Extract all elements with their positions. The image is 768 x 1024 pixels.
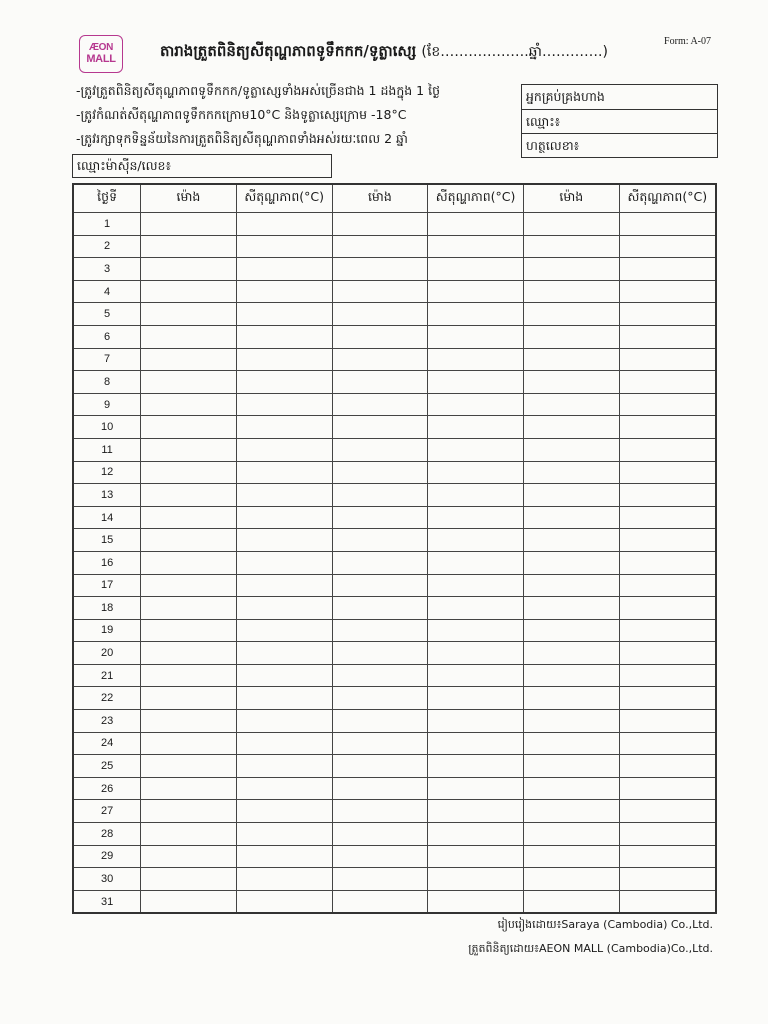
time-2-cell[interactable] bbox=[332, 619, 428, 642]
temp-3-cell[interactable] bbox=[619, 823, 716, 846]
table-row bbox=[73, 574, 716, 597]
day-number: 19 bbox=[73, 619, 141, 642]
table-row bbox=[73, 235, 716, 258]
time-3-cell[interactable] bbox=[524, 574, 620, 597]
time-2-cell[interactable] bbox=[332, 280, 428, 303]
manager-signature-field[interactable]: ហត្ថលេខា៖ bbox=[526, 138, 580, 153]
table-row bbox=[73, 664, 716, 687]
temp-1-cell[interactable] bbox=[236, 868, 332, 891]
day-number: 5 bbox=[73, 303, 141, 326]
day-number: 2 bbox=[73, 235, 141, 258]
table-row bbox=[73, 777, 716, 800]
time-1-cell[interactable] bbox=[141, 574, 237, 597]
table-row bbox=[73, 823, 716, 846]
time-2-cell[interactable] bbox=[332, 642, 428, 665]
temp-1-cell[interactable] bbox=[236, 280, 332, 303]
day-number: 3 bbox=[73, 258, 141, 281]
temp-1-cell[interactable] bbox=[236, 890, 332, 913]
day-number: 13 bbox=[73, 484, 141, 507]
time-1-cell[interactable] bbox=[141, 823, 237, 846]
manager-title: អ្នកគ្រប់គ្រងហាង bbox=[522, 85, 717, 110]
time-1-cell[interactable] bbox=[141, 303, 237, 326]
time-2-cell[interactable] bbox=[332, 371, 428, 394]
temp-1-cell[interactable] bbox=[236, 755, 332, 778]
time-1-cell[interactable] bbox=[141, 845, 237, 868]
temp-1-cell[interactable] bbox=[236, 597, 332, 620]
time-2-cell[interactable] bbox=[332, 416, 428, 439]
temp-2-cell[interactable] bbox=[428, 280, 524, 303]
temp-1-cell[interactable] bbox=[236, 461, 332, 484]
temperature-log-table bbox=[72, 183, 717, 914]
time-2-cell[interactable] bbox=[332, 732, 428, 755]
day-number: 12 bbox=[73, 461, 141, 484]
table-row bbox=[73, 755, 716, 778]
time-3-cell[interactable] bbox=[524, 687, 620, 710]
temp-3-cell[interactable] bbox=[619, 416, 716, 439]
time-2-cell[interactable] bbox=[332, 710, 428, 733]
temp-3-cell[interactable] bbox=[619, 213, 716, 236]
table-row bbox=[73, 325, 716, 348]
temp-3-cell[interactable] bbox=[619, 438, 716, 461]
temp-3-cell[interactable] bbox=[619, 484, 716, 507]
table-row bbox=[73, 416, 716, 439]
temp-3-cell[interactable] bbox=[619, 235, 716, 258]
instruction-3: -ត្រូវរក្សាទុកទិន្នន័យនៃការត្រួតពិនិត្យសីតុណ្ហភាពទាំងអស់រយៈពេល 2 ឆ្នាំ bbox=[76, 131, 408, 146]
time-1-cell[interactable] bbox=[141, 755, 237, 778]
temp-3-cell[interactable] bbox=[619, 551, 716, 574]
temp-3-cell[interactable] bbox=[619, 258, 716, 281]
temp-2-cell[interactable] bbox=[428, 597, 524, 620]
table-row bbox=[73, 484, 716, 507]
time-1-cell[interactable] bbox=[141, 868, 237, 891]
day-number: 18 bbox=[73, 597, 141, 620]
temp-2-cell[interactable] bbox=[428, 213, 524, 236]
day-number: 1 bbox=[73, 213, 141, 236]
time-1-cell[interactable] bbox=[141, 597, 237, 620]
temp-3-cell[interactable] bbox=[619, 868, 716, 891]
time-3-cell[interactable] bbox=[524, 325, 620, 348]
temp-3-cell[interactable] bbox=[619, 845, 716, 868]
time-3-cell[interactable] bbox=[524, 213, 620, 236]
time-1-cell[interactable] bbox=[141, 506, 237, 529]
temp-2-cell[interactable] bbox=[428, 642, 524, 665]
table-header-row bbox=[73, 184, 716, 213]
temp-1-cell[interactable] bbox=[236, 213, 332, 236]
time-1-cell[interactable] bbox=[141, 551, 237, 574]
temp-1-cell[interactable] bbox=[236, 393, 332, 416]
temp-1-cell[interactable] bbox=[236, 777, 332, 800]
time-1-cell[interactable] bbox=[141, 280, 237, 303]
header-temp-2: សីតុណ្ហភាព(°C) bbox=[428, 184, 524, 213]
time-3-cell[interactable] bbox=[524, 280, 620, 303]
day-number: 27 bbox=[73, 800, 141, 823]
time-1-cell[interactable] bbox=[141, 619, 237, 642]
time-3-cell[interactable] bbox=[524, 371, 620, 394]
temp-2-cell[interactable] bbox=[428, 800, 524, 823]
time-1-cell[interactable] bbox=[141, 325, 237, 348]
table-row bbox=[73, 438, 716, 461]
temp-1-cell[interactable] bbox=[236, 823, 332, 846]
logo-line-1: ÆON bbox=[88, 42, 114, 53]
temp-2-cell[interactable] bbox=[428, 732, 524, 755]
header-time-1: ម៉ោង bbox=[141, 184, 237, 213]
temp-1-cell[interactable] bbox=[236, 348, 332, 371]
time-2-cell[interactable] bbox=[332, 325, 428, 348]
time-1-cell[interactable] bbox=[141, 777, 237, 800]
temp-2-cell[interactable] bbox=[428, 348, 524, 371]
temp-2-cell[interactable] bbox=[428, 890, 524, 913]
temp-2-cell[interactable] bbox=[428, 574, 524, 597]
time-3-cell[interactable] bbox=[524, 348, 620, 371]
temp-2-cell[interactable] bbox=[428, 845, 524, 868]
temp-1-cell[interactable] bbox=[236, 642, 332, 665]
temp-3-cell[interactable] bbox=[619, 777, 716, 800]
temp-2-cell[interactable] bbox=[428, 325, 524, 348]
table-row bbox=[73, 619, 716, 642]
temp-1-cell[interactable] bbox=[236, 325, 332, 348]
time-3-cell[interactable] bbox=[524, 258, 620, 281]
time-2-cell[interactable] bbox=[332, 597, 428, 620]
machine-name-field[interactable] bbox=[72, 154, 332, 178]
table-row bbox=[73, 710, 716, 733]
table-row bbox=[73, 348, 716, 371]
day-number: 8 bbox=[73, 371, 141, 394]
table-row bbox=[73, 371, 716, 394]
day-number: 30 bbox=[73, 868, 141, 891]
temp-3-cell[interactable] bbox=[619, 890, 716, 913]
temp-2-cell[interactable] bbox=[428, 506, 524, 529]
temp-3-cell[interactable] bbox=[619, 506, 716, 529]
time-3-cell[interactable] bbox=[524, 303, 620, 326]
header-temp-3: សីតុណ្ហភាព(°C) bbox=[619, 184, 716, 213]
table-row bbox=[73, 461, 716, 484]
time-2-cell[interactable] bbox=[332, 551, 428, 574]
time-1-cell[interactable] bbox=[141, 348, 237, 371]
table-row bbox=[73, 258, 716, 281]
day-number: 11 bbox=[73, 438, 141, 461]
time-1-cell[interactable] bbox=[141, 213, 237, 236]
temp-1-cell[interactable] bbox=[236, 619, 332, 642]
day-number: 23 bbox=[73, 710, 141, 733]
temp-2-cell[interactable] bbox=[428, 416, 524, 439]
table-row bbox=[73, 868, 716, 891]
header-time-2: ម៉ោង bbox=[332, 184, 428, 213]
temp-2-cell[interactable] bbox=[428, 755, 524, 778]
temp-3-cell[interactable] bbox=[619, 348, 716, 371]
aeon-mall-logo bbox=[79, 35, 123, 73]
time-3-cell[interactable] bbox=[524, 461, 620, 484]
time-3-cell[interactable] bbox=[524, 710, 620, 733]
table-row bbox=[73, 732, 716, 755]
table-row bbox=[73, 845, 716, 868]
day-number: 10 bbox=[73, 416, 141, 439]
table-row bbox=[73, 642, 716, 665]
temp-2-cell[interactable] bbox=[428, 303, 524, 326]
table-row bbox=[73, 551, 716, 574]
time-2-cell[interactable] bbox=[332, 235, 428, 258]
temp-3-cell[interactable] bbox=[619, 597, 716, 620]
temp-1-cell[interactable] bbox=[236, 416, 332, 439]
temp-2-cell[interactable] bbox=[428, 438, 524, 461]
instruction-1: -ត្រូវត្រួតពិនិត្យសីតុណ្ហភាពទូទឹកកក/ទូត្លាស្សេទាំងអស់ច្រើនជាង 1 ដងក្នុង 1 ថ្ងៃ bbox=[76, 83, 441, 98]
temp-1-cell[interactable] bbox=[236, 845, 332, 868]
temp-3-cell[interactable] bbox=[619, 664, 716, 687]
temp-1-cell[interactable] bbox=[236, 258, 332, 281]
table-row bbox=[73, 529, 716, 552]
manager-box bbox=[521, 84, 718, 158]
checked-by: ត្រួតពិនិត្យដោយ៖AEON MALL (Cambodia)Co.,Ltd. bbox=[468, 942, 713, 955]
temp-1-cell[interactable] bbox=[236, 551, 332, 574]
time-1-cell[interactable] bbox=[141, 732, 237, 755]
temp-2-cell[interactable] bbox=[428, 529, 524, 552]
temp-3-cell[interactable] bbox=[619, 393, 716, 416]
logo-line-2: MALL bbox=[86, 53, 116, 65]
time-2-cell[interactable] bbox=[332, 529, 428, 552]
temp-2-cell[interactable] bbox=[428, 393, 524, 416]
time-2-cell[interactable] bbox=[332, 777, 428, 800]
prepared-by: រៀបរៀងដោយ៖Saraya (Cambodia) Co.,Ltd. bbox=[497, 918, 713, 931]
time-3-cell[interactable] bbox=[524, 777, 620, 800]
day-number: 17 bbox=[73, 574, 141, 597]
temp-1-cell[interactable] bbox=[236, 371, 332, 394]
time-2-cell[interactable] bbox=[332, 348, 428, 371]
day-number: 9 bbox=[73, 393, 141, 416]
time-2-cell[interactable] bbox=[332, 755, 428, 778]
temp-1-cell[interactable] bbox=[236, 687, 332, 710]
temp-2-cell[interactable] bbox=[428, 777, 524, 800]
time-3-cell[interactable] bbox=[524, 890, 620, 913]
temp-2-cell[interactable] bbox=[428, 687, 524, 710]
time-1-cell[interactable] bbox=[141, 890, 237, 913]
table-row bbox=[73, 303, 716, 326]
table-row bbox=[73, 890, 716, 913]
table-row bbox=[73, 393, 716, 416]
table-row bbox=[73, 213, 716, 236]
day-number: 22 bbox=[73, 687, 141, 710]
day-number: 26 bbox=[73, 777, 141, 800]
day-number: 7 bbox=[73, 348, 141, 371]
temp-3-cell[interactable] bbox=[619, 710, 716, 733]
temp-2-cell[interactable] bbox=[428, 551, 524, 574]
temp-1-cell[interactable] bbox=[236, 438, 332, 461]
time-3-cell[interactable] bbox=[524, 800, 620, 823]
temp-1-cell[interactable] bbox=[236, 732, 332, 755]
temp-3-cell[interactable] bbox=[619, 371, 716, 394]
day-number: 4 bbox=[73, 280, 141, 303]
temp-1-cell[interactable] bbox=[236, 303, 332, 326]
temp-3-cell[interactable] bbox=[619, 642, 716, 665]
temp-2-cell[interactable] bbox=[428, 235, 524, 258]
time-3-cell[interactable] bbox=[524, 235, 620, 258]
temp-1-cell[interactable] bbox=[236, 529, 332, 552]
time-3-cell[interactable] bbox=[524, 619, 620, 642]
time-1-cell[interactable] bbox=[141, 484, 237, 507]
time-3-cell[interactable] bbox=[524, 868, 620, 891]
temp-1-cell[interactable] bbox=[236, 710, 332, 733]
temp-3-cell[interactable] bbox=[619, 325, 716, 348]
time-2-cell[interactable] bbox=[332, 258, 428, 281]
time-2-cell[interactable] bbox=[332, 800, 428, 823]
temp-3-cell[interactable] bbox=[619, 687, 716, 710]
time-1-cell[interactable] bbox=[141, 416, 237, 439]
day-number: 6 bbox=[73, 325, 141, 348]
temp-1-cell[interactable] bbox=[236, 484, 332, 507]
time-1-cell[interactable] bbox=[141, 710, 237, 733]
temp-1-cell[interactable] bbox=[236, 800, 332, 823]
temp-2-cell[interactable] bbox=[428, 619, 524, 642]
time-1-cell[interactable] bbox=[141, 461, 237, 484]
table-row bbox=[73, 280, 716, 303]
time-1-cell[interactable] bbox=[141, 371, 237, 394]
time-3-cell[interactable] bbox=[524, 484, 620, 507]
manager-name-field[interactable]: ឈ្មោះ៖ bbox=[522, 110, 717, 135]
time-3-cell[interactable] bbox=[524, 823, 620, 846]
temp-2-cell[interactable] bbox=[428, 823, 524, 846]
temp-3-cell[interactable] bbox=[619, 461, 716, 484]
time-2-cell[interactable] bbox=[332, 393, 428, 416]
temp-3-cell[interactable] bbox=[619, 574, 716, 597]
temp-1-cell[interactable] bbox=[236, 235, 332, 258]
time-3-cell[interactable] bbox=[524, 642, 620, 665]
temp-1-cell[interactable] bbox=[236, 574, 332, 597]
time-3-cell[interactable] bbox=[524, 732, 620, 755]
time-2-cell[interactable] bbox=[332, 438, 428, 461]
day-number: 16 bbox=[73, 551, 141, 574]
temp-3-cell[interactable] bbox=[619, 303, 716, 326]
time-3-cell[interactable] bbox=[524, 845, 620, 868]
day-number: 21 bbox=[73, 664, 141, 687]
time-3-cell[interactable] bbox=[524, 393, 620, 416]
temp-2-cell[interactable] bbox=[428, 461, 524, 484]
time-2-cell[interactable] bbox=[332, 213, 428, 236]
time-2-cell[interactable] bbox=[332, 687, 428, 710]
time-2-cell[interactable] bbox=[332, 664, 428, 687]
time-2-cell[interactable] bbox=[332, 823, 428, 846]
time-3-cell[interactable] bbox=[524, 755, 620, 778]
time-1-cell[interactable] bbox=[141, 800, 237, 823]
table-row bbox=[73, 597, 716, 620]
temp-2-cell[interactable] bbox=[428, 371, 524, 394]
time-3-cell[interactable] bbox=[524, 438, 620, 461]
table-row bbox=[73, 800, 716, 823]
temp-2-cell[interactable] bbox=[428, 710, 524, 733]
day-number: 28 bbox=[73, 823, 141, 846]
time-1-cell[interactable] bbox=[141, 258, 237, 281]
temp-1-cell[interactable] bbox=[236, 506, 332, 529]
header-day: ថ្ងៃទី bbox=[73, 184, 141, 213]
time-3-cell[interactable] bbox=[524, 529, 620, 552]
time-3-cell[interactable] bbox=[524, 597, 620, 620]
form-code: Form: A-07 bbox=[664, 36, 711, 47]
time-3-cell[interactable] bbox=[524, 551, 620, 574]
time-2-cell[interactable] bbox=[332, 484, 428, 507]
form-title-text: តារាងត្រួតពិនិត្យសីតុណ្ហភាពទូទឹកកក/ទូត្លាស្សេ bbox=[160, 42, 417, 60]
time-2-cell[interactable] bbox=[332, 868, 428, 891]
time-2-cell[interactable] bbox=[332, 845, 428, 868]
temp-3-cell[interactable] bbox=[619, 755, 716, 778]
temp-3-cell[interactable] bbox=[619, 619, 716, 642]
temp-2-cell[interactable] bbox=[428, 258, 524, 281]
time-1-cell[interactable] bbox=[141, 687, 237, 710]
time-1-cell[interactable] bbox=[141, 529, 237, 552]
day-number: 25 bbox=[73, 755, 141, 778]
header-time-3: ម៉ោង bbox=[524, 184, 620, 213]
machine-name-label: ឈ្មោះម៉ាស៊ីន/លេខ៖ bbox=[77, 158, 171, 173]
day-number: 29 bbox=[73, 845, 141, 868]
time-2-cell[interactable] bbox=[332, 506, 428, 529]
table-row bbox=[73, 506, 716, 529]
time-3-cell[interactable] bbox=[524, 506, 620, 529]
time-2-cell[interactable] bbox=[332, 303, 428, 326]
month-year-field[interactable]: (ខែ……………….ឆ្នាំ………….) bbox=[421, 44, 608, 60]
time-3-cell[interactable] bbox=[524, 664, 620, 687]
time-1-cell[interactable] bbox=[141, 642, 237, 665]
time-2-cell[interactable] bbox=[332, 890, 428, 913]
temp-3-cell[interactable] bbox=[619, 529, 716, 552]
header-temp-1: សីតុណ្ហភាព(°C) bbox=[236, 184, 332, 213]
temp-3-cell[interactable] bbox=[619, 732, 716, 755]
temp-3-cell[interactable] bbox=[619, 280, 716, 303]
form-title bbox=[160, 42, 608, 64]
time-1-cell[interactable] bbox=[141, 235, 237, 258]
day-number: 24 bbox=[73, 732, 141, 755]
day-number: 14 bbox=[73, 506, 141, 529]
temp-2-cell[interactable] bbox=[428, 484, 524, 507]
temp-3-cell[interactable] bbox=[619, 800, 716, 823]
temp-2-cell[interactable] bbox=[428, 868, 524, 891]
temp-1-cell[interactable] bbox=[236, 664, 332, 687]
time-3-cell[interactable] bbox=[524, 416, 620, 439]
time-2-cell[interactable] bbox=[332, 461, 428, 484]
temp-2-cell[interactable] bbox=[428, 664, 524, 687]
day-number: 20 bbox=[73, 642, 141, 665]
day-number: 15 bbox=[73, 529, 141, 552]
time-1-cell[interactable] bbox=[141, 438, 237, 461]
time-1-cell[interactable] bbox=[141, 393, 237, 416]
time-2-cell[interactable] bbox=[332, 574, 428, 597]
time-1-cell[interactable] bbox=[141, 664, 237, 687]
day-number: 31 bbox=[73, 890, 141, 913]
instruction-2: -ត្រូវកំណត់សីតុណ្ហភាពទូទឹកកកក្រោម10°C និងទូត្លាស្សេក្រោម -18°C bbox=[76, 107, 407, 122]
table-row bbox=[73, 687, 716, 710]
